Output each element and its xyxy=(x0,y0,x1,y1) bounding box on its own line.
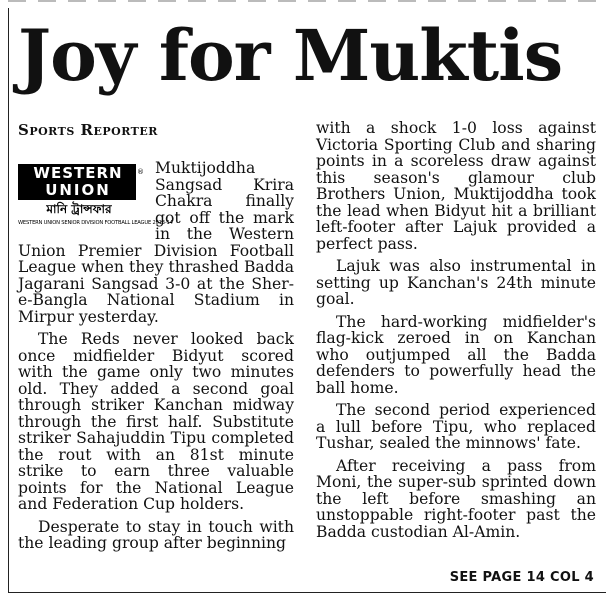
column-rule-left xyxy=(8,8,9,593)
continuation-note[interactable]: SEE PAGE 14 COL 4 xyxy=(449,570,594,585)
paragraph: Lajuk was also instrumental in setting up Kanchan's 24th minute goal. xyxy=(316,257,596,308)
article-column-2 xyxy=(316,120,596,540)
logo-bangla-text: মানি ট্রান্সফার xyxy=(46,202,112,216)
paragraph: The Reds never looked back once midfielder Bidyut scored with the game only two minutes old. They added a second goal through striker Kanchan midway through the first half. Substitute striker Sahajuddin Tipu completed the rout with an 81st minute strike to earn three valuable points for the National League and Federation Cup holders. xyxy=(18,330,294,513)
article-column-1 xyxy=(18,160,294,552)
paragraph: Muktijoddha Sangsad Krira Chakra finally got off the mark in the Western Union Premier Division Football League when they thrashed Badda Jagarani Sangsad 3-0 at the Sher-e-Bangla National Stadium in Mirpur yesterday. xyxy=(18,159,294,326)
logo-line-union: UNION xyxy=(45,181,111,199)
paragraph: After receiving a pass from Moni, the super-sub sprinted down the left before smashing an unstoppable right-footer past the Badda custodian Al-Amin. xyxy=(316,456,596,541)
paragraph: with a shock 1-0 loss against Victoria Sporting Club and sharing points in a scoreless draw against this season's glamour club Brothers Union, Muktijoddha took the lead when Bidyut hit a brilliant left-footer after Lajuk provided a perfect pass. xyxy=(316,119,596,253)
registered-mark: ® xyxy=(137,168,144,176)
paragraph: The second period experienced a lull before Tipu, who replaced Tushar, sealed the minnows' fate. xyxy=(316,401,596,452)
logo-tagline: WESTERN UNION SENIOR DIVISION FOOTBALL LEAGUE 2013-14 xyxy=(18,220,173,226)
paragraph: The hard-working midfielder's flag-kick zeroed in on Kanchan who outjumped all the Badda defenders to powerfully head the ball home. xyxy=(316,312,596,397)
paragraph: Desperate to stay in touch with the leading group after beginning xyxy=(18,517,294,552)
headline: Joy for Muktis xyxy=(18,14,563,97)
byline: Sports Reporter xyxy=(18,121,158,139)
logo-line-western: WESTERN xyxy=(33,164,123,182)
previous-article-edge xyxy=(8,0,606,4)
column-rule-bottom xyxy=(8,592,606,593)
western-union-logo xyxy=(18,164,173,234)
